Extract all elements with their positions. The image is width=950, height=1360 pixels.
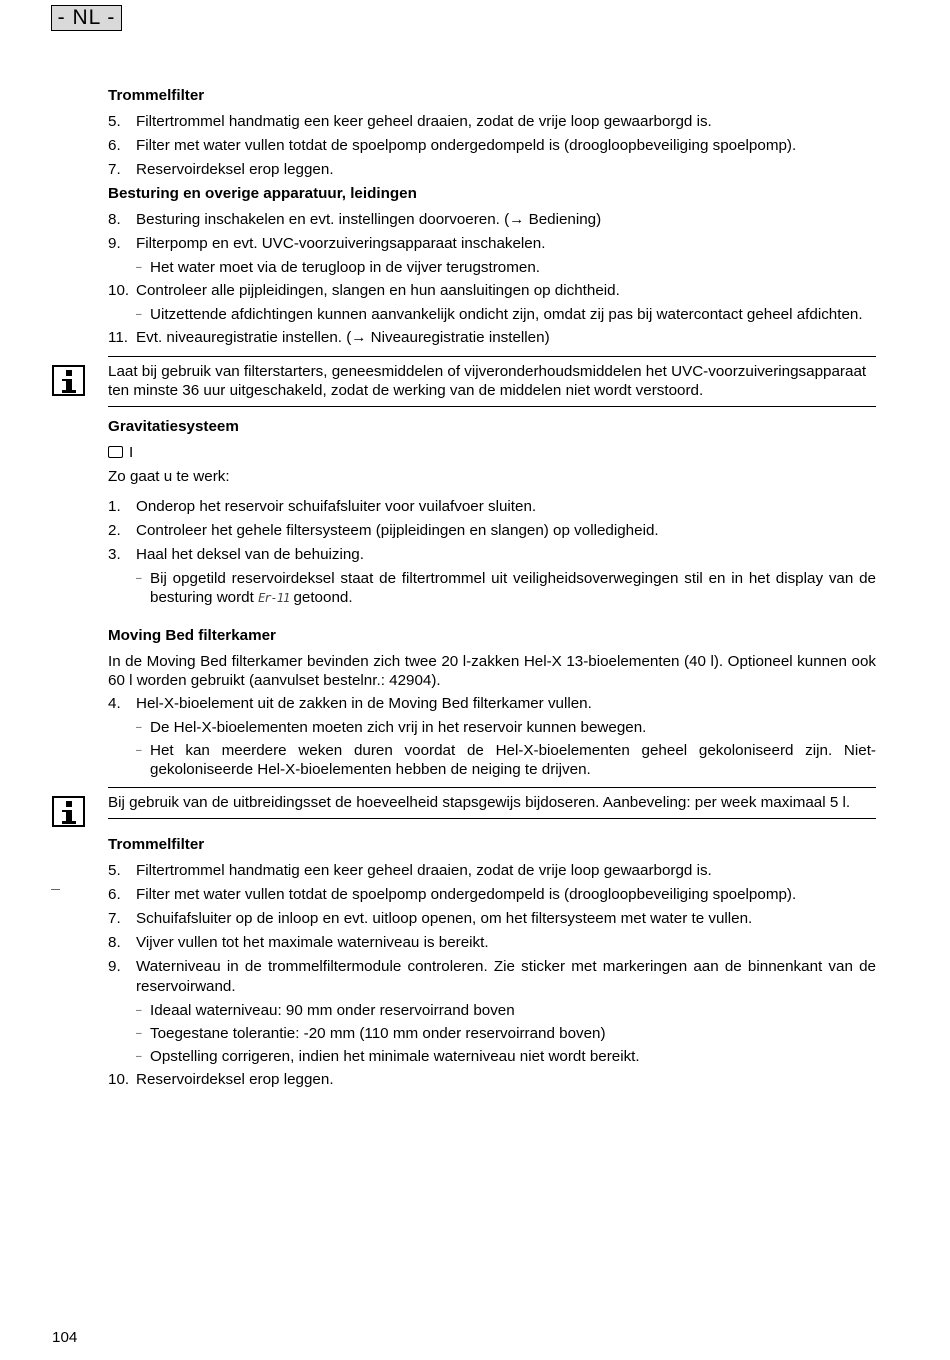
sub-item: – De Hel-X-bioelementen moeten zich vrij in het reservoir kunnen bewegen.: [136, 719, 647, 736]
list-item: 5. Filtertrommel handmatig een keer geheel draaien, zodat de vrije loop gewaarborgd is.: [108, 862, 712, 879]
list-item: 9. Waterniveau in de trommelfiltermodule controleren. Zie sticker met markeringen aan de binnenkant van de reservoirwand.: [108, 958, 876, 995]
margin-mark: [51, 889, 60, 890]
list-item: 10. Reservoirdeksel erop leggen.: [108, 1071, 334, 1088]
info-note: [108, 787, 876, 819]
sub-item: – Ideaal waterniveau: 90 mm onder reservoirrand boven: [136, 1002, 515, 1019]
list-item: 2. Controleer het gehele filtersysteem (pijpleidingen en slangen) op volledigheid.: [108, 522, 659, 539]
page-number: 104: [52, 1329, 78, 1346]
language-tab: - NL -: [51, 5, 122, 31]
list-item: 5. Filtertrommel handmatig een keer geheel draaien, zodat de vrije loop gewaarborgd is.: [108, 113, 712, 130]
list-item: 9. Filterpomp en evt. UVC-voorzuiveringsapparaat inschakelen.: [108, 235, 546, 252]
info-note: [108, 356, 876, 407]
section-heading: Moving Bed filterkamer: [108, 627, 276, 644]
list-item: 6. Filter met water vullen totdat de spoelpomp ondergedompeld is (droogloopbeveiliging spoelpomp).: [108, 137, 797, 154]
section-heading: Gravitatiesysteem: [108, 418, 239, 435]
intro-text: Zo gaat u te werk:: [108, 468, 230, 485]
list-item: 10. Controleer alle pijpleidingen, slangen en hun aansluitingen op dichtheid.: [108, 282, 620, 299]
note-text: Bij gebruik van de uitbreidingsset de hoeveelheid stapsgewijs bijdoseren. Aanbeveling: per week maximaal 5 l.: [108, 794, 851, 811]
section-heading: Besturing en overige apparatuur, leidingen: [108, 185, 417, 202]
sub-item: – Bij opgetild reservoirdeksel staat de filtertrommel uit veiligheidsoverwegingen stil en in het display van de besturing wordt Er-11 getoond.: [136, 570, 876, 606]
sub-item: – Het kan meerdere weken duren voordat de Hel-X-bioelementen geheel gekoloniseerd zijn. Niet-gekoloniseerde Hel-X-bioelementen hebben de neiging te drijven.: [136, 742, 876, 778]
list-item: 8. Vijver vullen tot het maximale waterniveau is bereikt.: [108, 934, 489, 951]
section-heading: Trommelfilter: [108, 87, 205, 104]
section-heading: Trommelfilter: [108, 836, 205, 853]
list-item: 7. Schuifafsluiter op de inloop en evt. uitloop openen, om het filtersysteem met water te vullen.: [108, 910, 753, 927]
list-item: 4. Hel-X-bioelement uit de zakken in de Moving Bed filterkamer vullen.: [108, 695, 592, 712]
list-item: 1. Onderop het reservoir schuifafsluiter voor vuilafvoer sluiten.: [108, 498, 537, 515]
info-icon: [52, 365, 85, 396]
paragraph: In de Moving Bed filterkamer bevinden zich twee 20 l-zakken Hel-X 13-bioelementen (40 l). Optioneel kunnen ook 60 l worden gebruikt (aanvulset bestelnr.: 42904).: [108, 653, 876, 689]
list-item: 7. Reservoirdeksel erop leggen.: [108, 161, 334, 178]
variant-marker: I: [108, 443, 876, 463]
list-item: 6. Filter met water vullen totdat de spoelpomp ondergedompeld is (droogloopbeveiliging spoelpomp).: [108, 886, 797, 903]
display-code: Er-11: [258, 591, 290, 605]
sub-item: – Opstelling corrigeren, indien het minimale waterniveau niet wordt bereikt.: [136, 1048, 640, 1065]
sub-item: – Uitzettende afdichtingen kunnen aanvankelijk ondicht zijn, omdat zij pas bij watercontact geheel afdichten.: [136, 306, 863, 323]
sub-item: – Het water moet via de terugloop in de vijver terugstromen.: [136, 259, 541, 276]
sub-item: – Toegestane tolerantie: -20 mm (110 mm onder reservoirrand boven): [136, 1025, 606, 1042]
list-item: 8. Besturing inschakelen en evt. instellingen doorvoeren. (→ Bediening): [108, 211, 602, 228]
list-item: 3. Haal het deksel van de behuizing.: [108, 546, 364, 563]
list-item: 11. Evt. niveauregistratie instellen. (→ Niveauregistratie instellen): [108, 329, 550, 346]
document-body: [108, 86, 876, 1094]
note-text: Laat bij gebruik van filterstarters, geneesmiddelen of vijveronderhoudsmiddelen het UVC-voorzuiveringsapparaat ten minste 36 uur uitgeschakeld, zodat de werking van de middelen niet wordt verstoord.: [108, 363, 867, 399]
checkbox-icon: [108, 446, 123, 458]
info-icon: [52, 796, 85, 827]
